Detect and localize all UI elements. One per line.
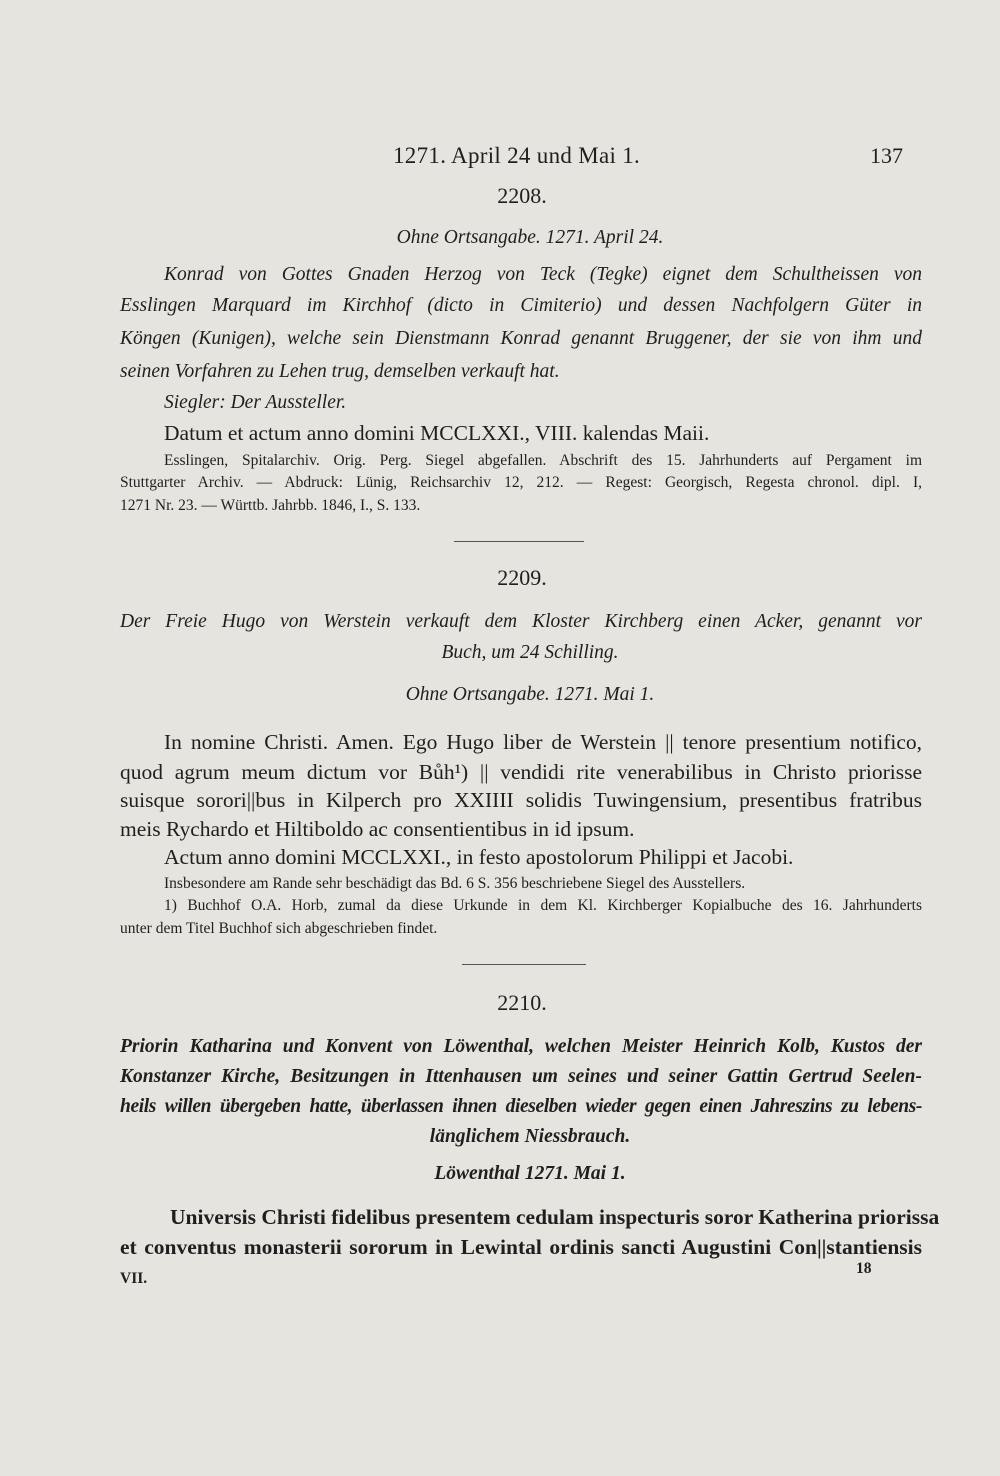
summary-line: Der Freie Hugo von Werstein verkauft dem Kloster Kirchberg einen Acker, genannt vor (120, 611, 922, 632)
summary-line: heils willen übergeben hatte, überlassen ihnen dieselben wieder gegen einen Jahreszins zu lebens- (120, 1096, 922, 1117)
entry-date-line: Ohne Ortsangabe. 1271. April 24. (396, 227, 664, 248)
summary-line: Konstanzer Kirche, Besitzungen in Ittenhausen um seines und seiner Gattin Gertrud Seelen- (120, 1066, 922, 1087)
note-line: Stuttgarter Archiv. — Abdruck: Lünig, Reichsarchiv 12, 212. — Regest: Georgisch, Regesta chronol. dipl. I, (120, 474, 922, 491)
text-line: In nomine Christi. Amen. Ego Hugo liber de Werstein || tenore presentium notifico, (164, 730, 922, 754)
text-line: et conventus monasterii sororum in Lewintal ordinis sancti Augustini Con||stantiensis (120, 1235, 922, 1259)
text-line: quod agrum meum dictum vor Bůh¹) || vendidi rite venerabilibus in Christo priorisse (120, 760, 922, 784)
entry-date-line: Löwenthal 1271. Mai 1. (434, 1163, 626, 1184)
section-divider (454, 541, 584, 542)
section-divider (462, 964, 586, 965)
summary-line: Esslingen Marquard im Kirchhof (dicto in Cimiterio) und dessen Nachfolgern Güter in (120, 295, 922, 316)
summary-line: Priorin Katharina und Konvent von Löwenthal, welchen Meister Heinrich Kolb, Kustos der (120, 1036, 922, 1057)
running-title: 1271. April 24 und Mai 1. (393, 143, 641, 168)
note-line: Esslingen, Spitalarchiv. Orig. Perg. Siegel abgefallen. Abschrift des 15. Jahrhunderts auf Pergament im (164, 452, 922, 469)
summary-line: Buch, um 24 Schilling. (441, 642, 619, 663)
text-line: meis Rychardo et Hiltiboldo ac consentientibus in id ipsum. (120, 817, 635, 841)
entry-date-line: Ohne Ortsangabe. 1271. Mai 1. (405, 684, 655, 705)
summary-line: länglichem Niessbrauch. (429, 1126, 631, 1147)
note-line: 1271 Nr. 23. — Württb. Jahrbb. 1846, I., S. 133. (120, 497, 421, 514)
entry-number: 2209. (497, 565, 547, 590)
text-line: Universis Christi fidelibus presentem cedulam inspecturis soror Katherina priorissa (170, 1205, 940, 1229)
summary-line: Konrad von Gottes Gnaden Herzog von Teck (Tegke) eignet dem Schultheissen von (164, 264, 922, 285)
footnote-line: unter dem Titel Buchhof sich abgeschrieben findet. (120, 920, 438, 937)
page-number: 137 (870, 143, 903, 168)
text-line: Datum et actum anno domini MCCLXXI., VIII. kalendas Maii. (164, 421, 710, 445)
text-line: Actum anno domini MCCLXXI., in festo apostolorum Philippi et Jacobi. (164, 845, 794, 869)
entry-number: 2208. (497, 183, 547, 208)
text-line: suisque sorori||bus in Kilperch pro XXIIII solidis Tuwingensium, presentibus fratribus (120, 788, 922, 812)
note-line: Insbesondere am Rande sehr beschädigt das Bd. 6 S. 356 beschriebene Siegel des Ausstellers. (164, 875, 746, 892)
entry-number: 2210. (497, 990, 547, 1015)
summary-line: seinen Vorfahren zu Lehen trug, demselben verkauft hat. (120, 361, 560, 382)
signature-mark: VII. (120, 1270, 148, 1287)
sheet-number: 18 (856, 1260, 872, 1277)
footnote-line: 1) Buchhof O.A. Horb, zumal da diese Urkunde in dem Kl. Kirchberger Kopialbuche des 16. Jahrhunderts (164, 897, 922, 914)
summary-line: Köngen (Kunigen), welche sein Dienstmann Konrad genannt Bruggener, der sie von ihm und (120, 328, 922, 349)
sealer-line: Siegler: Der Aussteller. (164, 392, 347, 413)
